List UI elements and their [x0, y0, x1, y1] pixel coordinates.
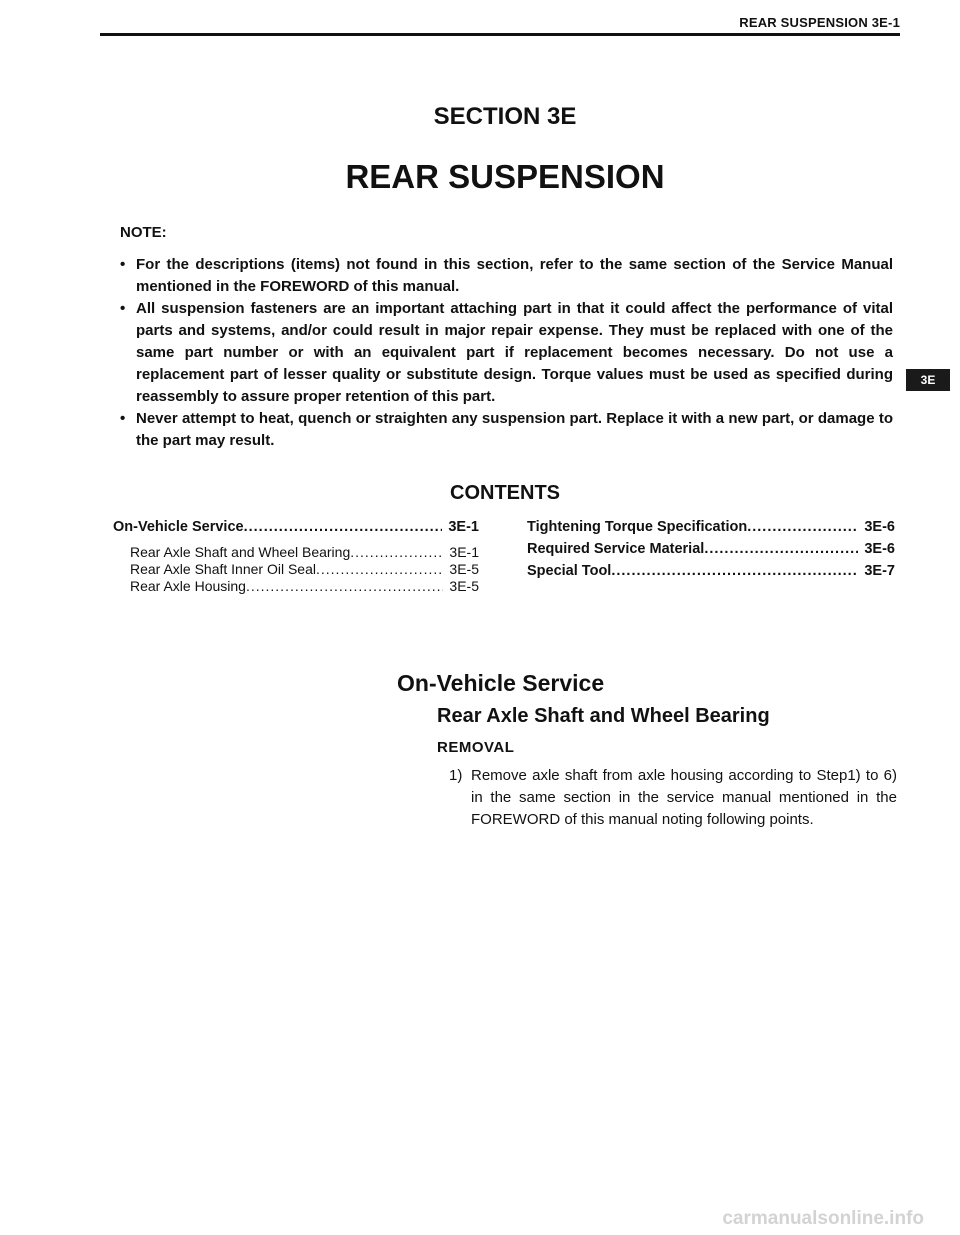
watermark: carmanualsonline.info	[722, 1208, 924, 1229]
heading-rear-axle-shaft: Rear Axle Shaft and Wheel Bearing	[437, 705, 770, 727]
header-rule	[100, 33, 900, 36]
toc-entry[interactable]	[113, 578, 479, 595]
note-item: • All suspension fasteners are an important attaching part in that it could affect the performance of vital parts and systems, and/or could result in major repair expense. They must be replaced with one of the same part number or with an equivalent part if replacement becomes necessary. Do not use a replacement part of lesser quality or substitute design. Torque values must be used as specified during reassembly to assure proper retention of this part.	[120, 298, 893, 408]
toc-leader	[246, 578, 443, 594]
step-number: 1)	[449, 767, 463, 784]
heading-on-vehicle-service: On-Vehicle Service	[397, 670, 605, 696]
toc-leader	[316, 561, 443, 577]
toc-leader	[704, 541, 858, 557]
toc-entry-page: 3E-6	[864, 541, 895, 557]
toc-entry[interactable]	[527, 541, 895, 563]
toc-entry[interactable]	[113, 561, 479, 578]
contents-title: CONTENTS	[450, 482, 560, 504]
toc-entry[interactable]	[113, 544, 479, 561]
toc-entry-page: 3E-1	[449, 544, 479, 560]
note-item: • For the descriptions (items) not found in this section, refer to the same section of the Service Manual mentioned in the FOREWORD of this manual.	[120, 254, 893, 298]
toc-entry[interactable]	[527, 563, 895, 585]
page-title: REAR SUSPENSION	[345, 158, 665, 195]
toc-entry-title: Tightening Torque Specification	[527, 519, 748, 535]
toc-entry-page: 3E-6	[864, 519, 895, 535]
toc-entry-title: Special Tool	[527, 563, 612, 579]
step-text: Remove axle shaft from axle housing according to Step1) to 6) in the same section in the service manual mentioned in the FOREWORD of this manual noting following points.	[471, 767, 897, 828]
removal-step	[449, 765, 897, 831]
note-item: • Never attempt to heat, quench or straighten any suspension part. Replace it with a new part, or damage to the part may result.	[120, 408, 893, 452]
toc-right-column	[527, 519, 895, 585]
section-title: SECTION 3E	[433, 103, 577, 130]
toc-entry[interactable]	[113, 519, 479, 541]
toc-leader	[244, 519, 443, 535]
section-tab: 3E	[906, 369, 950, 391]
toc-entry-title: Required Service Material	[527, 541, 705, 557]
toc-leader	[350, 544, 443, 560]
toc-left-column	[113, 519, 479, 595]
toc-entry-page: 3E-7	[864, 563, 895, 579]
toc-entry-title: On-Vehicle Service	[113, 519, 244, 535]
page-header-title: REAR SUSPENSION 3E-1	[739, 15, 900, 30]
toc-entry-title: Rear Axle Housing	[130, 578, 246, 594]
toc-entry[interactable]	[527, 519, 895, 541]
heading-removal: REMOVAL	[437, 739, 515, 756]
toc-entry-title: Rear Axle Shaft and Wheel Bearing	[130, 544, 351, 560]
toc-leader	[747, 519, 858, 535]
toc-entry-page: 3E-5	[449, 578, 479, 594]
note-block	[120, 222, 893, 452]
toc-entry-page: 3E-5	[449, 561, 479, 577]
toc-leader	[611, 563, 858, 579]
note-label: NOTE:	[120, 224, 167, 241]
toc-entry-page: 3E-1	[448, 519, 479, 535]
note-list	[120, 254, 893, 452]
toc-entry-title: Rear Axle Shaft Inner Oil Seal	[130, 561, 316, 577]
